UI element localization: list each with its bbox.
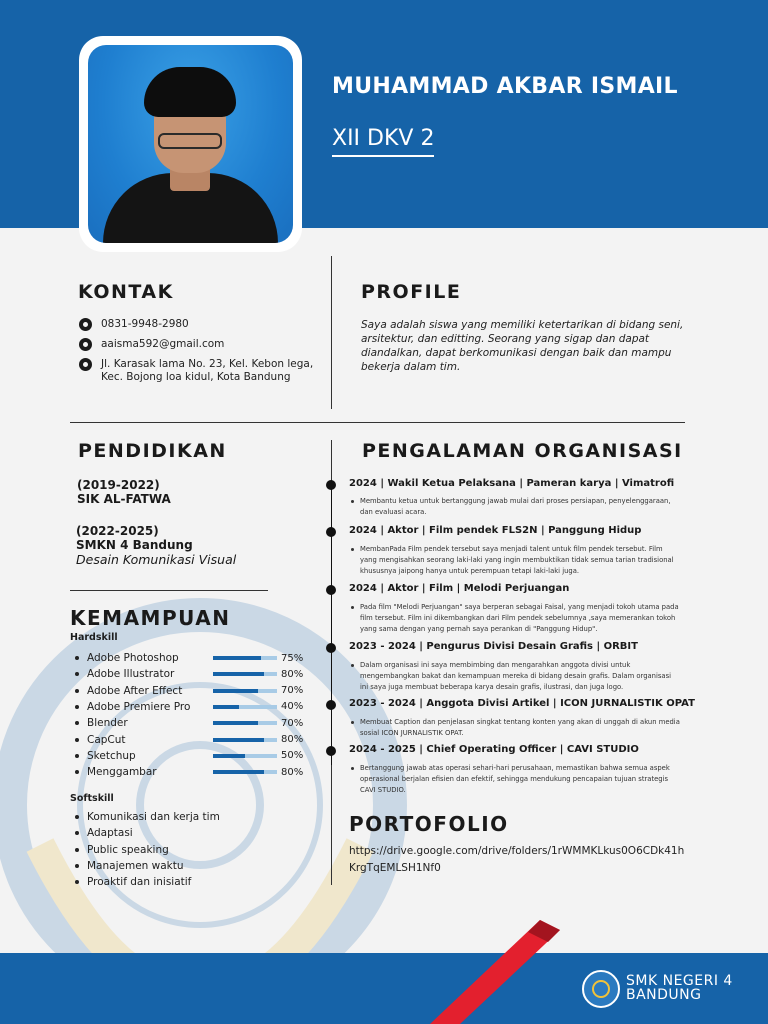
hardskill-name: Adobe After Effect — [87, 684, 183, 697]
full-name: MUHAMMAD AKBAR ISMAIL — [332, 74, 678, 99]
organization-title: 2024 | Wakil Ketua Pelaksana | Pameran karya | Vimatrofi — [349, 478, 675, 489]
skill-level-bar — [213, 770, 277, 774]
hardskill-name: Adobe Photoshop — [87, 652, 179, 664]
organization-title: 2023 - 2024 | Pengurus Divisi Desain Grafis | ORBIT — [349, 641, 638, 652]
hardskill-percent: 80% — [281, 766, 304, 778]
hardskill-percent: 70% — [281, 685, 304, 697]
softskill-item: Public speaking — [75, 844, 169, 856]
bullet-icon — [75, 864, 79, 868]
education-item: (2022-2025) SMKN 4 Bandung Desain Komunikasi Visual — [76, 524, 237, 567]
hardskill-row — [75, 764, 305, 780]
timeline-dot-icon — [326, 480, 336, 490]
skill-level-bar — [213, 721, 277, 725]
skills-heading: KEMAMPUAN — [70, 606, 231, 630]
organization-description: Dalam organisasi ini saya membimbing dan mengarahkan anggota divisi untuk mengembangkan bakat dan kemampuan mereka di bidang desain grafis. Dalam organisasi ini saya juga membuat beberapa karya desain grafis, ilustrasi, dan juga logo. — [351, 660, 681, 693]
bullet-icon — [351, 606, 354, 609]
skill-level-fill — [213, 770, 264, 774]
skill-level-bar — [213, 656, 277, 660]
portfolio-link[interactable]: https://drive.google.com/drive/folders/1rWMMKLkus0O6CDk41hKrgTqEMLSH1Nf0 — [349, 845, 685, 874]
hardskill-name: Sketchup — [87, 749, 136, 762]
skill-level-fill — [213, 738, 264, 742]
bullet-icon — [75, 738, 79, 742]
profile-photo — [79, 36, 302, 252]
hardskill-name: Adobe Illustrator — [87, 668, 175, 681]
hardskill-row — [75, 650, 305, 666]
timeline-dot-icon — [326, 746, 336, 756]
education-item: (2019-2022) SIK AL-FATWA — [77, 478, 171, 506]
bullet-icon — [75, 656, 79, 660]
hardskill-row — [75, 699, 305, 715]
contact-address: Jl. Karasak lama No. 23, Kel. Kebon lega, Kec. Bojong loa kidul, Kota Bandung — [79, 358, 313, 384]
bullet-icon — [351, 548, 354, 551]
bullet-icon — [75, 672, 79, 676]
organization-title: 2024 - 2025 | Chief Operating Officer | CAVI STUDIO — [349, 744, 639, 755]
skill-level-bar — [213, 689, 277, 693]
bullet-icon — [75, 880, 79, 884]
timeline-dot-icon — [326, 643, 336, 653]
hardskill-name: Adobe Premiere Pro — [87, 700, 191, 713]
bullet-icon — [351, 721, 354, 724]
hardskill-label: Hardskill — [70, 632, 118, 643]
timeline-dot-icon — [326, 700, 336, 710]
bullet-icon — [75, 705, 79, 709]
softskill-item: Adaptasi — [75, 827, 133, 839]
hardskill-percent: 50% — [281, 750, 304, 762]
hardskill-row — [75, 732, 305, 748]
divider-vertical-top — [331, 256, 332, 409]
bullet-icon — [75, 831, 79, 835]
skill-level-fill — [213, 689, 258, 693]
contact-heading: KONTAK — [78, 281, 174, 303]
softskill-label: Softskill — [70, 793, 114, 804]
class-label: XII DKV 2 — [332, 126, 434, 157]
organization-description: Membantu ketua untuk bertanggung jawab mulai dari proses persiapan, penyelenggaraan, dan evaluasi acara. — [351, 496, 681, 518]
bullet-icon — [75, 848, 79, 852]
hardskill-percent: 70% — [281, 717, 304, 729]
softskill-item: Proaktif dan inisiatif — [75, 876, 191, 888]
hardskill-percent: 80% — [281, 734, 304, 745]
organization-timeline — [331, 480, 332, 765]
softskill-item: Manajemen waktu — [75, 860, 184, 872]
hardskill-name: Blender — [87, 717, 128, 730]
contact-phone: 0831-9948-2980 — [79, 318, 189, 331]
organization-description: MembanPada Film pendek tersebut saya menjadi talent untuk film pendek tersebut. Film yang mengisahkan seorang laki-laki yang ingin membuktikan tidak semua tarian tradisional khususnya jaipong hanya untuk perempuan tetapi laki-laki juga. — [351, 544, 681, 577]
skill-level-fill — [213, 672, 264, 676]
organization-title: 2023 - 2024 | Anggota Divisi Artikel | ICON JURNALISTIK OPAT — [349, 698, 695, 709]
organization-description: Bertanggung jawab atas operasi sehari-hari perusahaan, memastikan bahwa semua aspek operasional berjalan efisien dan efektif, sehingga mendukung pencapaian tujuan strategis CAVI STUDIO. — [351, 763, 681, 796]
organization-description: Pada film "Melodi Perjuangan" saya berperan sebagai Faisal, yang menjadi tokoh utama pada film tersebut. Film ini dikembangkan dari Film pendek sebelumnya ,saya memerankan tokoh yang sama dengan yang pernah saya perankan di "Panggung Hidup". — [351, 602, 681, 635]
organization-title: 2024 | Aktor | Film pendek FLS2N | Panggung Hidup — [349, 525, 642, 536]
bullet-icon — [351, 664, 354, 667]
bullet-icon — [75, 721, 79, 725]
hardskill-name: CapCut — [87, 733, 126, 746]
bullet-icon — [75, 689, 79, 693]
hardskill-row — [75, 715, 305, 731]
hardskill-row — [75, 683, 305, 699]
contact-email: aaisma592@gmail.com — [79, 338, 224, 351]
skill-level-bar — [213, 738, 277, 742]
skill-level-fill — [213, 754, 245, 758]
mail-icon — [79, 338, 92, 351]
bullet-icon — [75, 770, 79, 774]
organization-heading: PENGALAMAN ORGANISASI — [362, 440, 683, 462]
timeline-dot-icon — [326, 527, 336, 537]
organization-description: Membuat Caption dan penjelasan singkat tentang konten yang akan di unggah di akun media sosial ICON JURNALISTIK OPAT. — [351, 717, 681, 739]
skill-level-bar — [213, 705, 277, 709]
hardskill-name: Menggambar — [87, 766, 157, 779]
divider-horizontal — [70, 422, 685, 423]
school-logo-icon — [582, 970, 620, 1008]
organization-title: 2024 | Aktor | Film | Melodi Perjuangan — [349, 583, 570, 594]
hardskill-percent: 80% — [281, 668, 304, 680]
location-icon — [79, 358, 92, 371]
hardskill-row — [75, 666, 305, 682]
hardskill-percent: 40% — [281, 701, 304, 713]
bullet-icon — [75, 815, 79, 819]
profile-text: Saya adalah siswa yang memiliki ketertarikan di bidang seni, arsitektur, dan editting. Seorang yang sigap dan dapat diandalkan, dapat berkomunikasi dengan baik dan mampu bekerja dalam tim. — [361, 319, 684, 373]
skill-level-fill — [213, 656, 261, 660]
bullet-icon — [75, 754, 79, 758]
divider-education — [70, 590, 268, 591]
hardskill-row — [75, 748, 305, 764]
profile-photo-image — [88, 45, 293, 243]
bullet-icon — [351, 500, 354, 503]
phone-icon — [79, 318, 92, 331]
timeline-dot-icon — [326, 585, 336, 595]
skill-level-fill — [213, 705, 239, 709]
profile-heading: PROFILE — [361, 281, 462, 303]
portfolio-heading: PORTOFOLIO — [349, 812, 509, 836]
hardskill-percent: 75% — [281, 652, 304, 664]
skill-level-bar — [213, 672, 277, 676]
softskill-item: Komunikasi dan kerja tim — [75, 811, 220, 823]
skill-level-bar — [213, 754, 277, 758]
red-ribbon-decoration — [430, 920, 560, 1024]
school-name: SMK NEGERI 4 BANDUNG — [626, 973, 733, 1003]
education-heading: PENDIDIKAN — [78, 440, 227, 462]
skill-level-fill — [213, 721, 258, 725]
bullet-icon — [351, 767, 354, 770]
